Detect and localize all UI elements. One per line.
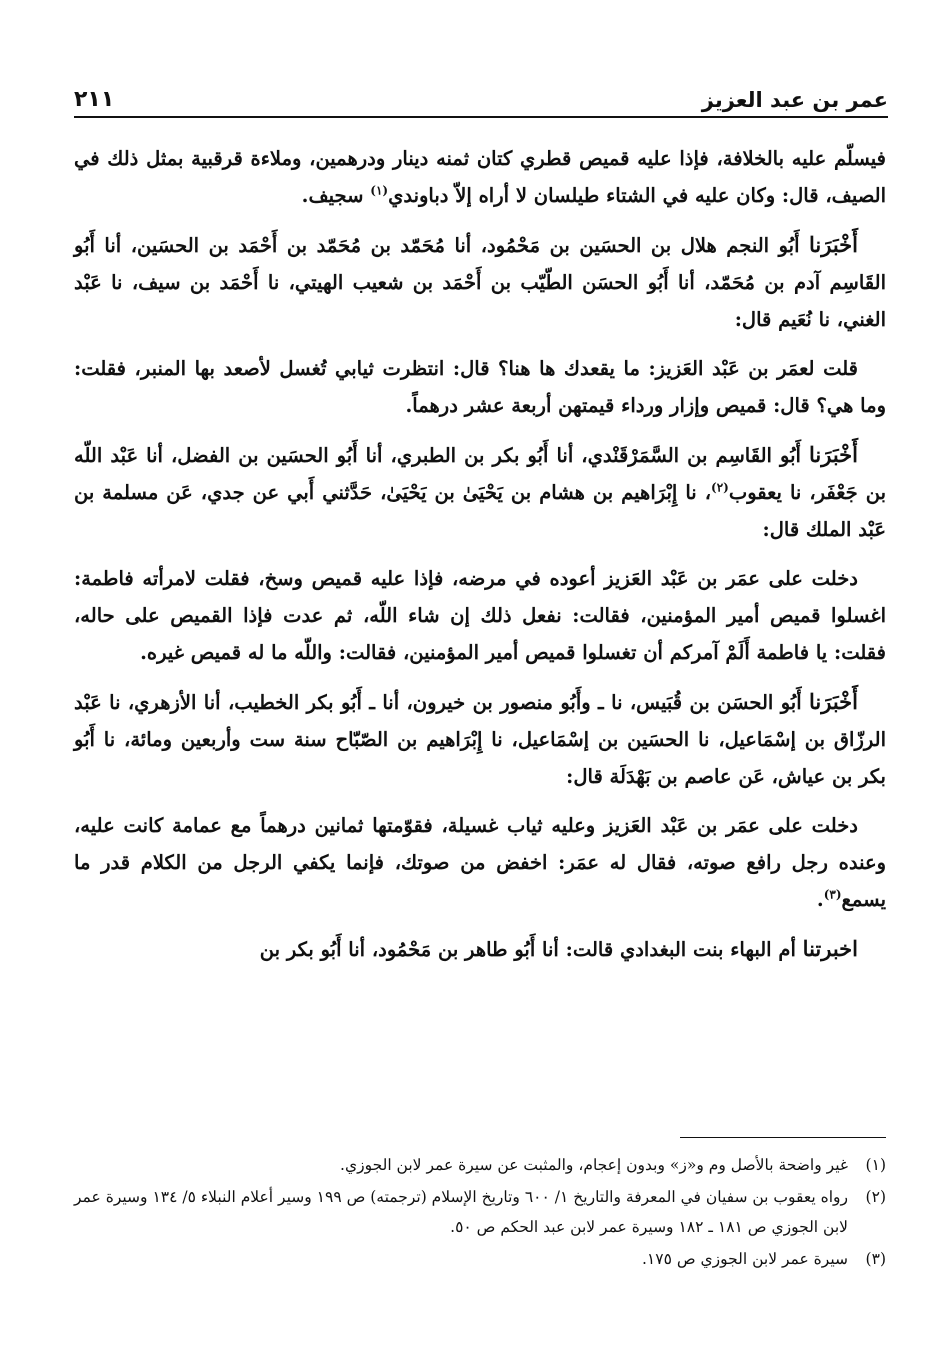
footnote-number: (٢) bbox=[865, 1188, 886, 1206]
paragraph-text-tail: سجيف. bbox=[301, 184, 371, 207]
paragraph-text: دخلت على عمَر بن عَبْد العَزيز وعليه ثياب غسيلة، فقوّمتها ثمانين درهماً مع عمامة كانت عليه، وعنده رجل رافع صوته، فقال له عمَر: اخفض من صوتك، فإنما يكفي الرجل من الكلام قدر ما يسمع bbox=[74, 814, 886, 911]
isnad-paragraph bbox=[74, 226, 886, 338]
footnote-text: سيرة عمر لابن الجوزي ص ١٧٥. bbox=[641, 1250, 848, 1268]
isnad-paragraph bbox=[74, 436, 886, 548]
paragraph-text-tail: . bbox=[816, 888, 824, 911]
footnote-rule bbox=[680, 1137, 886, 1138]
paragraph-text: أَبُو النجم هلال بن الحسَين بن مَحْمُود، أنا مُحَمّد بن مُحَمّد بن أَحْمَد بن الحسَين، أنا أَبُو القَاسِم آدم بن مُحَمّد، أنا أَبُو الحسَن الطّيّب بن أَحْمَد بن شعيب الهيتي، نا أَحْمَد بن سيف، نا عَبْد الغني، نا نُعَيم قال: bbox=[74, 234, 886, 331]
footnote bbox=[74, 1182, 886, 1242]
paragraph-text: أم البهاء بنت البغدادي قالت: أنا أَبُو طاهر بن مَحْمُود، أنا أَبُو بكر بن bbox=[259, 938, 803, 961]
footnote-ref[interactable]: (١) bbox=[370, 183, 389, 198]
footnote-ref[interactable]: (٢) bbox=[711, 480, 729, 495]
footnote-text: رواه يعقوب بن سفيان في المعرفة والتاريخ ١/ ٦٠٠ وتاريخ الإسلام (ترجمته) ص ١٩٩ وسير أعلام النبلاء ٥/ ١٣٤ وسيرة عمر لابن الجوزي ص ١٨١ ـ ١٨٢ وسيرة عمر لابن عبد الحكم ص ٥٠. bbox=[74, 1188, 848, 1236]
isnad-paragraph bbox=[74, 683, 886, 795]
header-rule bbox=[74, 116, 888, 118]
paragraph-text: أَبُو الحسَن بن قُبَيس، نا ـ وأَبُو منصور بن خيرون، أنا ـ أَبُو بكر الخطيب، أنا الأزهري، نا عَبْد الرزّاق بن إسْمَاعيل، نا الحسَين بن إسْمَاعيل، نا إِبْرَاهيم بن الصّبّاح سنة ست وأربعين ومائة، نا أَبُو بكر بن عياش، عَن عاصم بن بَهْدَلَة قال: bbox=[74, 691, 886, 788]
footnote-text: غير واضحة بالأصل وم و«ز» وبدون إعجام، والمثبت عن سيرة عمر لابن الجوزي. bbox=[340, 1156, 848, 1174]
footnote bbox=[74, 1150, 886, 1180]
isnad-lead-word: أَخْبَرَنا bbox=[809, 689, 858, 714]
main-text bbox=[74, 140, 886, 980]
isnad-paragraph bbox=[74, 930, 886, 968]
page-number: ٢١١ bbox=[74, 87, 115, 112]
footnote-number: (١) bbox=[865, 1156, 886, 1174]
isnad-lead-word: أَخْبَرَنا bbox=[809, 442, 858, 467]
paragraph-text: أَبُو القَاسِم بن السَّمَرْقَنْدي، أنا أَبُو بكر بن الطبري، أنا أَبُو الحسَين بن الفضل، أنا عَبْد اللّه بن جَعْفَر، نا يعقوب bbox=[74, 444, 886, 504]
running-title: عمر بن عبد العزيز bbox=[701, 88, 888, 112]
footnote-number: (٣) bbox=[865, 1250, 886, 1268]
paragraph-text: دخلت على عمَر بن عَبْد العَزيز أعوده في مرضه، فإذا عليه قميص وسخ، فقلت لامرأته فاطمة: اغسلوا قميص أمير المؤمنين، فقالت: نفعل ذلك إن شاء اللّه، ثم عدت فإذا القميص على حاله، فقلت: يا فاطمة أَلَمْ آمركم أن تغسلوا قميص أمير المؤمنين، فقالت: واللّه ما له قميص غيره. bbox=[74, 567, 886, 664]
paragraph bbox=[74, 350, 886, 424]
page-header bbox=[74, 72, 888, 112]
footnotes bbox=[74, 1150, 886, 1276]
footnote bbox=[74, 1244, 886, 1274]
paragraph-text: قلت لعمَر بن عَبْد العَزيز: ما يقعدك ها هنا؟ قال: انتظرت ثيابي تُغسل لأصعد بها المنبر، فقلت: وما هي؟ قال: قميص وإزار ورداء قيمتهن أربعة عشر درهماً. bbox=[74, 357, 886, 417]
isnad-lead-word: أَخْبَرَنا bbox=[809, 232, 858, 257]
paragraph bbox=[74, 807, 886, 918]
footnote-ref[interactable]: (٣) bbox=[823, 887, 842, 902]
paragraph bbox=[74, 560, 886, 671]
paragraph-text-tail: ، نا إِبْرَاهيم بن هشام بن يَحْيَىٰ بن يَحْيَىٰ، حَدَّثني أَبي عن جدي، عَن مسلمة بن عَبْد الملك قال: bbox=[74, 481, 886, 541]
paragraph-text: فيسلّم عليه بالخلافة، فإذا عليه قميص قطري كتان ثمنه دينار ودرهمين، وملاءة قرقبية بمثل ذلك في الصيف، قال: وكان عليه في الشتاء طيلسان لا أراه إلاّ دباوندي bbox=[74, 147, 886, 207]
isnad-lead-word: اخبرتنا bbox=[802, 936, 858, 961]
paragraph bbox=[74, 140, 886, 214]
